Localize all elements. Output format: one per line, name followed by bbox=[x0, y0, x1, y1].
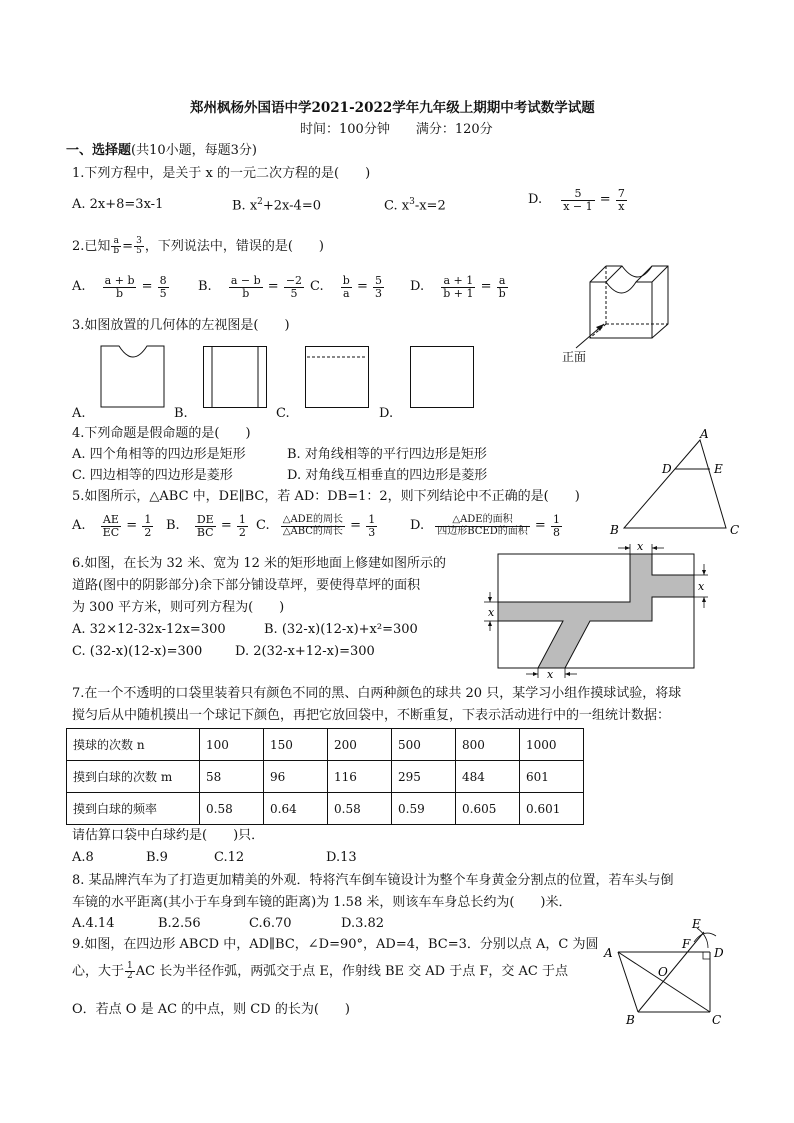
q2-d-frac1 bbox=[441, 275, 475, 299]
table-row bbox=[67, 729, 584, 761]
q2-a-num: a + b bbox=[104, 274, 135, 287]
section-title: 一、选择题 bbox=[66, 143, 132, 158]
q6-label-x-right: x bbox=[698, 580, 705, 593]
q2-cond-frac2 bbox=[134, 237, 144, 257]
q2-c-den2: 3 bbox=[375, 286, 382, 300]
q6-stem-line3: 为 300 平方米，则可列方程为( ) bbox=[72, 600, 285, 615]
q8-option-d: D.3.82 bbox=[341, 916, 385, 931]
q9-stem-line2 bbox=[72, 962, 568, 982]
q2-d-num2: a bbox=[497, 275, 508, 288]
q5-d-frac2 bbox=[551, 514, 562, 538]
q9-label-b: B bbox=[626, 1013, 635, 1027]
table-cell: 1000 bbox=[520, 729, 584, 761]
q9-quadrilateral-figure bbox=[600, 914, 740, 1026]
q5-b-eq: = bbox=[220, 517, 232, 533]
q7-option-c: C.12 bbox=[214, 850, 245, 865]
q5-c-frac1 bbox=[281, 515, 345, 537]
table-cell: 116 bbox=[328, 761, 392, 793]
q3-front-label: 正面 bbox=[562, 350, 587, 364]
table-cell: 800 bbox=[456, 729, 520, 761]
q4-option-c: C. 四边相等的四边形是菱形 bbox=[72, 468, 233, 483]
q5-a-frac2 bbox=[142, 514, 153, 538]
q5-b-frac1 bbox=[195, 514, 216, 538]
q1-d-num2: 7 bbox=[617, 187, 625, 200]
q6-road-figure bbox=[480, 540, 720, 680]
q5-b-num: DE bbox=[196, 513, 214, 526]
q2-a-den2: 5 bbox=[159, 286, 167, 300]
q2-a-eq: = bbox=[141, 278, 153, 294]
q5-a-frac1 bbox=[101, 514, 121, 538]
q1-d-den2: x bbox=[618, 199, 625, 213]
q2-stem bbox=[72, 237, 324, 257]
q2-a-den: b bbox=[116, 286, 124, 300]
q2-b-num: a − b bbox=[230, 274, 261, 287]
q2-c-frac1 bbox=[341, 275, 352, 299]
exam-info: 时间：100分钟 满分：120分 bbox=[300, 122, 493, 137]
q9-label-f: F bbox=[682, 937, 691, 951]
q4-stem: 4.下列命题是假命题的是( ) bbox=[72, 426, 251, 441]
q3-option-b-figure bbox=[203, 346, 267, 408]
q8-stem-line1: 8. 某品牌汽车为了打造更加精美的外观．特将汽车倒车镜设计为整个车身黄金分割点的位置，若车头与倒 bbox=[72, 873, 674, 888]
q5-d-num2: 1 bbox=[552, 513, 560, 526]
q5-d-label: D. bbox=[410, 517, 425, 533]
q6-option-d: D. 2(32-x+12-x)=300 bbox=[235, 644, 375, 659]
q5-b-den: BC bbox=[196, 525, 214, 539]
q9-label-d: D bbox=[714, 946, 724, 960]
q6-stem-line2: 道路(图中的阴影部分)余下部分铺设草坪，要使得草坪的面积 bbox=[72, 578, 421, 593]
q1-d-num1: 5 bbox=[561, 188, 594, 201]
table-cell: 96 bbox=[264, 761, 328, 793]
q5-option-c bbox=[256, 514, 378, 538]
section-note: (共10小题，每题3分) bbox=[131, 143, 257, 158]
q5-label-b: B bbox=[610, 523, 619, 537]
q4-option-d: D. 对角线互相垂直的四边形是菱形 bbox=[287, 468, 488, 483]
q4-option-b: B. 对角线相等的平行四边形是矩形 bbox=[287, 447, 487, 462]
q2-option-c bbox=[310, 275, 385, 299]
q1-b-post: +2x-4=0 bbox=[262, 198, 321, 214]
q8-option-b: B.2.56 bbox=[158, 916, 201, 931]
table-cell: 58 bbox=[200, 761, 264, 793]
table-cell: 500 bbox=[392, 729, 456, 761]
table-cell: 0.601 bbox=[520, 793, 584, 825]
q2-option-b bbox=[198, 275, 305, 299]
q5-c-den: △ABC的周长 bbox=[282, 525, 343, 537]
q9-line2-post: AC 长为半径作弧，两弧交于点 E，作射线 BE 交 AD 于点 F，交 AC 于点 bbox=[135, 963, 568, 979]
q2-d-den: b + 1 bbox=[443, 286, 474, 300]
table-row bbox=[67, 761, 584, 793]
q5-a-label: A. bbox=[72, 517, 86, 533]
q2-cond-n2: 3 bbox=[136, 236, 142, 246]
q1-c-exp: 3 bbox=[409, 197, 415, 207]
q3-option-c-figure bbox=[305, 346, 369, 408]
q2-cond-n1: a bbox=[111, 237, 121, 247]
table-cell: 摸到白球的次数 m bbox=[67, 761, 200, 793]
q2-d-den2: b bbox=[498, 286, 506, 300]
q5-b-label: B. bbox=[166, 517, 180, 533]
q5-d-den: 四边形BCED的面积 bbox=[437, 525, 528, 537]
q9-half-num: 1 bbox=[127, 961, 133, 971]
q3-option-a-figure bbox=[101, 346, 165, 408]
table-cell: 0.58 bbox=[328, 793, 392, 825]
table-cell: 0.58 bbox=[200, 793, 264, 825]
q6-stem-line1: 6.如图，在长为 32 米、宽为 12 米的矩形地面上修建如图所示的 bbox=[72, 556, 447, 571]
q1-option-a: A. 2x+8=3x-1 bbox=[72, 197, 164, 212]
q2-a-label: A. bbox=[72, 278, 86, 294]
q8-option-a: A.4.14 bbox=[72, 916, 115, 931]
table-cell: 150 bbox=[264, 729, 328, 761]
q5-b-den2: 2 bbox=[238, 525, 246, 539]
q1-c-post: -x=2 bbox=[414, 198, 446, 214]
q6-label-x-top: x bbox=[637, 540, 644, 553]
q6-option-c: C. (32-x)(12-x)=300 bbox=[72, 644, 203, 659]
q2-a-frac1 bbox=[103, 275, 137, 299]
q9-half-frac bbox=[125, 962, 135, 982]
q5-b-frac2 bbox=[237, 514, 248, 538]
q5-label-d: D bbox=[662, 462, 672, 476]
q2-a-num2: 8 bbox=[159, 274, 167, 287]
q2-b-num2: −2 bbox=[285, 274, 303, 287]
q1-option-b bbox=[232, 197, 321, 215]
q5-option-b bbox=[166, 514, 249, 538]
q7-stats-table bbox=[66, 728, 584, 825]
q5-a-eq: = bbox=[126, 517, 138, 533]
q1-d-frac1 bbox=[561, 188, 594, 212]
q5-d-eq: = bbox=[534, 517, 546, 533]
q9-half-den: 2 bbox=[127, 971, 133, 982]
q1-d-label: D. bbox=[528, 191, 543, 207]
table-cell: 0.605 bbox=[456, 793, 520, 825]
q3-option-d-figure bbox=[410, 346, 474, 408]
q2-b-frac2 bbox=[284, 275, 304, 299]
q2-cond-frac1 bbox=[111, 237, 121, 257]
table-cell: 0.64 bbox=[264, 793, 328, 825]
q1-d-eq: = bbox=[599, 191, 611, 207]
q6-label-x-bottom: x bbox=[547, 668, 554, 681]
table-cell: 0.59 bbox=[392, 793, 456, 825]
q2-c-label: C. bbox=[310, 278, 324, 294]
q3-option-c: C. bbox=[276, 406, 290, 421]
q7-stem-line1: 7.在一个不透明的口袋里装着只有颜色不同的黑、白两种颜色的球共 20 只，某学习小组作摸球试验，将球 bbox=[72, 686, 682, 701]
q5-option-d bbox=[410, 514, 563, 538]
table-cell: 摸球的次数 n bbox=[67, 729, 200, 761]
q9-line2-pre: 心，大于 bbox=[72, 963, 125, 979]
q5-a-den: EC bbox=[102, 525, 120, 539]
q5-c-eq: = bbox=[350, 517, 362, 533]
q3-option-a: A. bbox=[72, 406, 86, 421]
q7-stem-line2: 搅匀后从中随机摸出一个球记下颜色，再把它放回袋中，不断重复，下表示活动进行中的一组统计数据： bbox=[72, 708, 671, 723]
q6-label-x-left: x bbox=[488, 606, 495, 619]
q2-option-a bbox=[72, 275, 170, 299]
q7-option-a: A.8 bbox=[72, 850, 94, 865]
q5-c-num: △ADE的周长 bbox=[282, 514, 343, 526]
q2-c-num: b bbox=[342, 274, 350, 287]
q2-b-frac1 bbox=[229, 275, 263, 299]
q2-cond-eq: = bbox=[122, 238, 134, 254]
q2-option-d bbox=[410, 275, 509, 299]
q9-label-a: A bbox=[604, 946, 613, 960]
q5-c-den2: 3 bbox=[368, 525, 376, 539]
q5-label-c: C bbox=[730, 523, 740, 537]
q5-c-frac2 bbox=[366, 514, 377, 538]
q8-stem-line2: 车镜的水平距离(其小于车身到车镜的距离)为 1.58 米，则该车车身总长约为( )米． bbox=[72, 895, 572, 910]
q2-post: ，下列说法中，错误的是( ) bbox=[144, 238, 324, 254]
q5-triangle-figure bbox=[608, 428, 748, 536]
q2-b-den: b bbox=[242, 286, 250, 300]
q2-pre: 2.已知 bbox=[72, 238, 111, 254]
q9-label-o: O bbox=[658, 965, 668, 979]
q5-d-frac1 bbox=[435, 515, 530, 537]
q5-d-den2: 8 bbox=[552, 525, 560, 539]
page-title: 郑州枫杨外国语中学2021-2022学年九年级上期期中考试数学试题 bbox=[190, 100, 595, 116]
q2-d-frac2 bbox=[497, 275, 508, 299]
q1-stem: 1.下列方程中，是关于 x 的一元二次方程的是( ) bbox=[72, 166, 371, 181]
q2-b-label: B. bbox=[198, 278, 212, 294]
q2-cond-d1: b bbox=[113, 246, 120, 257]
table-cell: 100 bbox=[200, 729, 264, 761]
q8-option-c: C.6.70 bbox=[249, 916, 292, 931]
q3-option-d: D. bbox=[379, 406, 394, 421]
q2-c-den: a bbox=[343, 286, 350, 300]
q3-stem: 3.如图放置的几何体的左视图是( ) bbox=[72, 318, 290, 333]
q5-a-den2: 2 bbox=[144, 525, 152, 539]
table-cell: 484 bbox=[456, 761, 520, 793]
table-cell: 200 bbox=[328, 729, 392, 761]
q9-stem-line3: O．若点 O 是 AC 的中点，则 CD 的长为( ) bbox=[72, 1002, 350, 1017]
q5-a-num2: 1 bbox=[144, 513, 152, 526]
q7-ask: 请估算口袋中白球约是( )只． bbox=[72, 828, 265, 843]
q1-d-den1: x − 1 bbox=[563, 199, 593, 213]
q5-d-num: △ADE的面积 bbox=[435, 515, 530, 527]
q7-option-d: D.13 bbox=[326, 850, 357, 865]
q1-b-pre: B. x bbox=[232, 198, 258, 214]
q2-b-den2: 5 bbox=[290, 286, 298, 300]
q3-option-b: B. bbox=[174, 406, 188, 421]
q4-option-a: A. 四个角相等的四边形是矩形 bbox=[72, 447, 246, 462]
q6-option-a: A. 32×12-32x-12x=300 bbox=[72, 622, 226, 637]
q9-label-c: C bbox=[712, 1013, 722, 1027]
q5-c-num2: 1 bbox=[368, 513, 376, 526]
q2-d-num: a + 1 bbox=[441, 275, 475, 288]
table-cell: 601 bbox=[520, 761, 584, 793]
q1-option-d bbox=[528, 188, 628, 212]
q2-b-eq: = bbox=[267, 278, 279, 294]
table-row bbox=[67, 793, 584, 825]
q9-stem-line1: 9.如图，在四边形 ABCD 中，AD∥BC，∠D=90°，AD=4，BC=3．分别以点 A，C 为圆 bbox=[72, 937, 599, 952]
q2-c-frac2 bbox=[373, 275, 384, 299]
q5-a-num: AE bbox=[101, 514, 121, 527]
q5-c-label: C. bbox=[256, 517, 270, 533]
q5-label-e: E bbox=[714, 462, 723, 476]
q2-c-num2: 5 bbox=[375, 274, 382, 287]
q9-label-e: E bbox=[692, 917, 701, 931]
q2-d-eq: = bbox=[480, 278, 492, 294]
q1-b-exp: 2 bbox=[257, 197, 263, 207]
table-cell: 摸到白球的频率 bbox=[67, 793, 200, 825]
table-cell: 295 bbox=[392, 761, 456, 793]
q1-d-frac2 bbox=[616, 188, 627, 212]
q1-c-pre: C. x bbox=[384, 198, 410, 214]
q2-a-frac2 bbox=[158, 275, 169, 299]
q5-b-num2: 1 bbox=[238, 513, 246, 526]
q5-option-a bbox=[72, 514, 154, 538]
q2-d-label: D. bbox=[410, 278, 425, 294]
q1-option-c bbox=[384, 197, 446, 215]
q5-stem: 5.如图所示，△ABC 中，DE∥BC，若 AD：DB=1：2，则下列结论中不正确的是( ) bbox=[72, 489, 580, 504]
q5-label-a: A bbox=[700, 427, 709, 441]
section-heading bbox=[66, 143, 257, 159]
q2-c-eq: = bbox=[356, 278, 368, 294]
q7-option-b: B.9 bbox=[146, 850, 168, 865]
q6-option-b: B. (32-x)(12-x)+x²=300 bbox=[264, 622, 418, 637]
q2-cond-d2: 5 bbox=[136, 246, 142, 257]
